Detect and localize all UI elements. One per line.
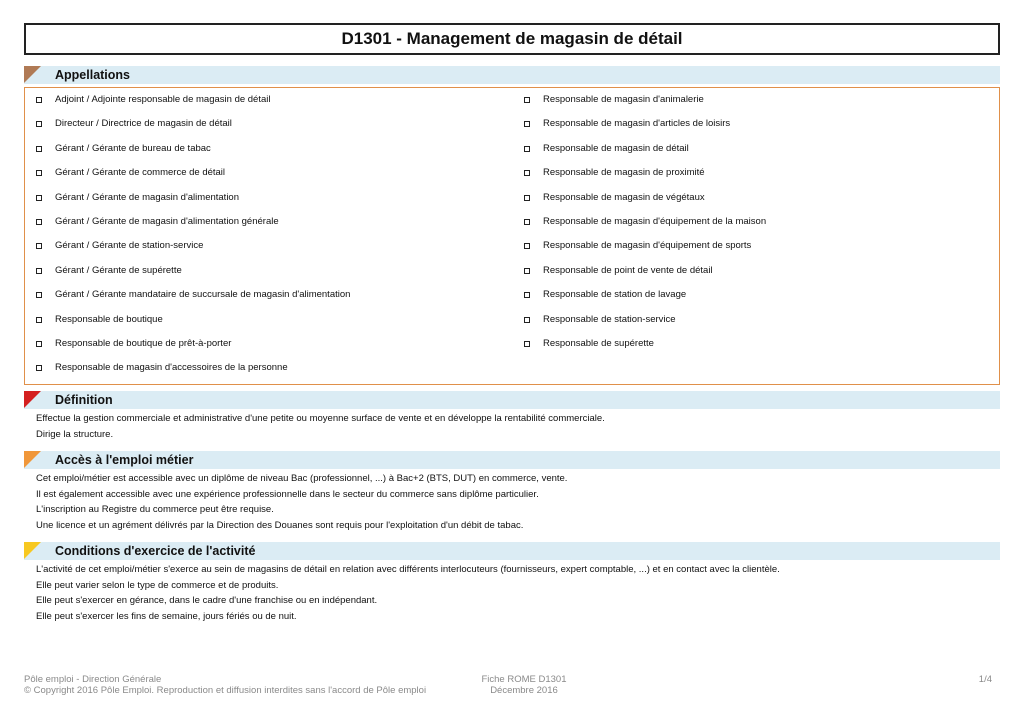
checkbox-bullet-icon <box>36 268 42 274</box>
checkbox-bullet-icon <box>524 195 530 201</box>
appellation-item <box>35 164 350 188</box>
checkbox-bullet-icon <box>36 365 42 371</box>
appellation-label: Responsable de magasin de proximité <box>543 167 705 179</box>
checkbox-bullet-icon <box>524 292 530 298</box>
paragraph-line: Effectue la gestion commerciale et administrative d'une petite ou moyenne surface de vente et en développe la rentabilité commerciale. <box>36 413 605 424</box>
checkbox-bullet-icon <box>524 243 530 249</box>
appellation-item <box>523 262 766 286</box>
checkbox-bullet-icon <box>524 170 530 176</box>
checkbox-bullet-icon <box>36 219 42 225</box>
footer-date: Décembre 2016 <box>490 685 558 696</box>
checkbox-bullet-icon <box>36 121 42 127</box>
appellation-item <box>523 164 766 188</box>
paragraph-line: Elle peut s'exercer les fins de semaine, jours fériés ou de nuit. <box>36 610 297 622</box>
appellation-label: Responsable de magasin d'équipement de sports <box>543 240 752 252</box>
appellation-label: Gérant / Gérante de bureau de tabac <box>55 142 211 154</box>
appellation-label: Responsable de station-service <box>543 313 676 325</box>
appellation-label: Responsable de magasin d'accessoires de la personne <box>55 362 288 374</box>
appellation-label: Responsable de boutique de prêt-à-porter <box>55 337 232 349</box>
appellation-item <box>35 189 350 213</box>
section-title: Appellations <box>55 68 131 82</box>
appellation-label: Responsable de point de vente de détail <box>543 264 713 276</box>
page-title: D1301 - Management de magasin de détail <box>24 23 1000 55</box>
appellations-column-left <box>35 91 350 384</box>
appellation-label: Gérant / Gérante mandataire de succursale de magasin d'alimentation <box>55 289 351 301</box>
section-marker-icon <box>24 451 41 468</box>
appellation-item <box>35 213 350 237</box>
appellation-label: Adjoint / Adjointe responsable de magasin de détail <box>55 94 271 105</box>
appellation-label: Responsable de magasin de détail <box>543 142 689 154</box>
section-title: Accès à l'emploi métier <box>55 453 194 467</box>
checkbox-bullet-icon <box>524 146 530 152</box>
appellation-label: Directeur / Directrice de magasin de détail <box>55 118 232 130</box>
checkbox-bullet-icon <box>36 243 42 249</box>
appellation-item <box>35 335 350 359</box>
appellation-item <box>35 115 350 139</box>
checkbox-bullet-icon <box>36 146 42 152</box>
paragraph-line: Elle peut s'exercer en gérance, dans le cadre d'une franchise ou en indépendant. <box>36 595 378 606</box>
appellation-label: Gérant / Gérante de station-service <box>55 240 204 252</box>
footer-left <box>24 674 426 696</box>
appellation-item <box>35 311 350 335</box>
paragraph-line: Il est également accessible avec une expérience professionnelle dans le secteur du commerce sans diplôme particulier. <box>36 488 539 500</box>
paragraph-line: Cet emploi/métier est accessible avec un diplôme de niveau Bac (professionnel, ...) à Bac+2 (BTS, DUT) en commerce, vente. <box>36 473 568 484</box>
checkbox-bullet-icon <box>36 341 42 347</box>
definition-text <box>36 411 996 442</box>
appellation-item <box>35 91 350 115</box>
paragraph-line: Elle peut varier selon le type de commerce et de produits. <box>36 579 279 591</box>
checkbox-bullet-icon <box>524 121 530 127</box>
section-marker-icon <box>24 66 41 83</box>
appellation-label: Responsable de magasin d'animalerie <box>543 94 704 105</box>
checkbox-bullet-icon <box>524 97 530 103</box>
appellation-item <box>523 237 766 261</box>
footer-center <box>470 674 578 696</box>
appellation-label: Gérant / Gérante de magasin d'alimentation générale <box>55 215 279 227</box>
section-header-definition <box>24 391 1000 409</box>
appellation-item <box>523 91 766 115</box>
checkbox-bullet-icon <box>36 292 42 298</box>
checkbox-bullet-icon <box>36 317 42 323</box>
appellation-label: Responsable de magasin de végétaux <box>543 191 705 203</box>
appellation-item <box>523 213 766 237</box>
checkbox-bullet-icon <box>36 195 42 201</box>
appellation-item <box>523 115 766 139</box>
appellations-list <box>24 87 1000 385</box>
appellation-label: Gérant / Gérante de magasin d'alimentation <box>55 191 240 203</box>
appellation-item <box>523 189 766 213</box>
appellation-label: Gérant / Gérante de commerce de détail <box>55 167 226 179</box>
section-marker-icon <box>24 542 41 559</box>
appellation-label: Responsable de magasin d'équipement de la maison <box>543 215 767 227</box>
acces-text <box>36 471 996 533</box>
appellation-label: Responsable de station de lavage <box>543 289 687 301</box>
appellation-item <box>35 286 350 310</box>
checkbox-bullet-icon <box>524 219 530 225</box>
checkbox-bullet-icon <box>524 341 530 347</box>
appellation-item <box>523 286 766 310</box>
footer-copyright: © Copyright 2016 Pôle Emploi. Reproduction et diffusion interdites sans l'accord de Pôle emploi <box>24 685 427 696</box>
checkbox-bullet-icon <box>524 317 530 323</box>
section-header-appellations <box>24 66 1000 84</box>
appellation-item <box>523 311 766 335</box>
paragraph-line: Dirige la structure. <box>36 428 114 440</box>
section-title: Conditions d'exercice de l'activité <box>55 544 256 558</box>
paragraph-line: L'activité de cet emploi/métier s'exerce au sein de magasins de détail en relation avec différents interlocuteurs (fournisseurs, expert comptable, ...) et en contact avec la clientèle. <box>36 564 780 575</box>
appellation-item <box>35 359 350 383</box>
section-header-acces <box>24 451 1000 469</box>
appellation-item <box>35 262 350 286</box>
section-marker-icon <box>24 391 41 408</box>
checkbox-bullet-icon <box>36 97 42 103</box>
paragraph-line: L'inscription au Registre du commerce peut être requise. <box>36 504 274 515</box>
paragraph-line: Une licence et un agrément délivrés par la Direction des Douanes sont requis pour l'exploitation d'un débit de tabac. <box>36 519 524 531</box>
checkbox-bullet-icon <box>36 170 42 176</box>
appellation-item <box>523 140 766 164</box>
section-header-conditions <box>24 542 1000 560</box>
checkbox-bullet-icon <box>524 268 530 274</box>
appellation-label: Responsable de supérette <box>543 337 654 349</box>
appellation-label: Gérant / Gérante de supérette <box>55 264 182 276</box>
footer-fiche: Fiche ROME D1301 <box>481 674 567 685</box>
footer-org: Pôle emploi - Direction Générale <box>24 674 162 685</box>
section-title: Définition <box>55 393 113 407</box>
appellation-item <box>35 140 350 164</box>
appellations-column-right <box>523 91 766 359</box>
page-number: 1/4 <box>978 674 992 685</box>
appellation-label: Responsable de magasin d'articles de loisirs <box>543 118 731 130</box>
conditions-text <box>36 562 996 624</box>
appellation-item <box>35 237 350 261</box>
appellation-label: Responsable de boutique <box>55 313 163 325</box>
appellation-item <box>523 335 766 359</box>
